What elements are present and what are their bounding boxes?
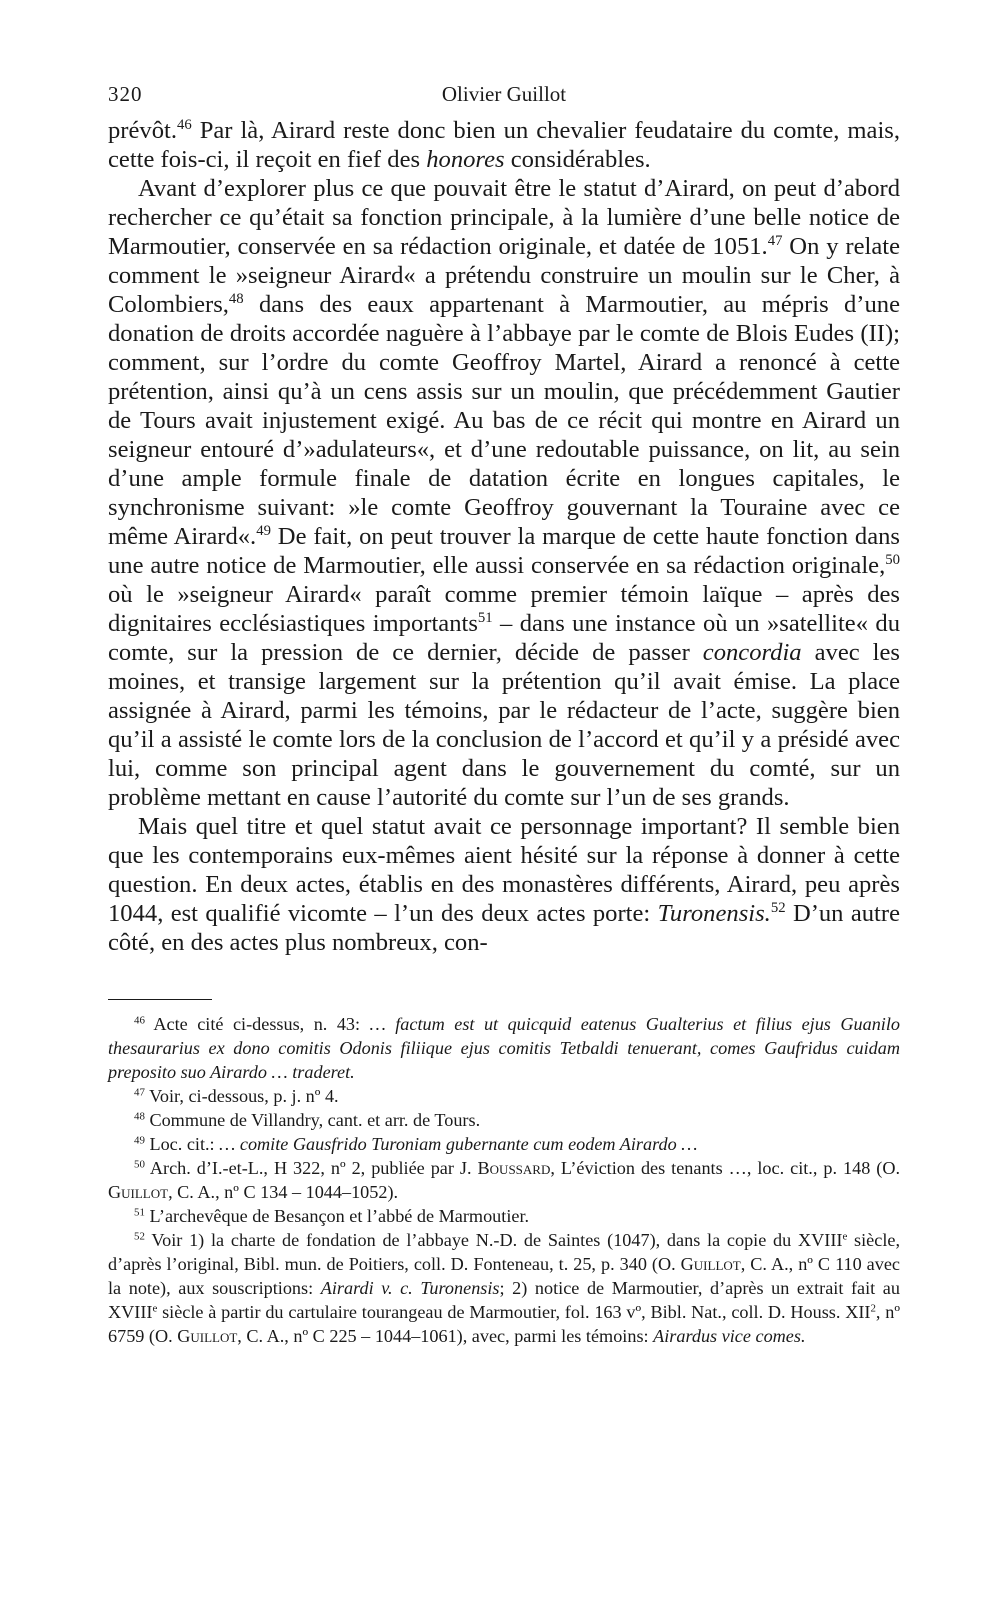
superscript: e (842, 1230, 848, 1243)
running-head (108, 82, 900, 116)
text-run: siècle à partir du cartulaire tourangeau de Marmoutier, fol. 163 vº, Bibl. Nat., coll. D. Houss. XII (157, 1302, 871, 1322)
footnote-ref-48: 48 (228, 291, 244, 308)
footnotes (108, 1012, 900, 1348)
footnote-ref-49: 49 (256, 523, 271, 540)
footnote-ref-46: 46 (176, 117, 192, 134)
text-run: Par là, Airard reste donc bien un chevalier feudataire du comte, mais, cette fois-ci, il reçoit en fief des (108, 117, 900, 173)
footnote-number: 48 (134, 1110, 145, 1123)
text-run: Mais quel titre et quel statut avait ce personnage important? Il semble bien que les contemporains eux-mêmes aient hésité sur la réponse à donner à cette question. En deux actes, établis en des monastères différents, Airard, peu après 1044, est qualifié vicomte – l’un des deux actes porte: (108, 813, 900, 927)
text-run: On y relate comment le »seigneur Airard« a prétendu construire un moulin sur le Cher, à Colombiers, (108, 233, 900, 318)
text-run: dans des eaux appartenant à Marmoutier, au mépris d’une donation de droits accordée naguère à l’abbaye par le comte de Blois Eudes (II); comment, sur l’ordre du comte Geoffroy Martel, Airard a renoncé à cette prétention, ainsi qu’à un cens assis sur un moulin, que précédemment Gautier de Tours avait injustement exigé. Au bas de ce récit qui montre en Airard un seigneur entouré d’»adulateurs«, et d’une redoutable puissance, on lit, au sein d’une ample formule finale de datation écrite en longues capitales, le synchronisme suivant: »le comte Geoffroy gouvernant la Touraine avec ce même Airard«. (108, 291, 900, 550)
author-name: Guillot (680, 1254, 741, 1274)
footnote-ref-50: 50 (885, 552, 900, 569)
italic-term: Turonensis. (657, 900, 771, 927)
text-run: Loc. cit.: (144, 1134, 220, 1154)
page-number: 320 (108, 82, 143, 106)
footnote-51 (108, 1204, 900, 1228)
text-run: , C. A., nº C 110 avec la note), aux souscriptions: (108, 1254, 900, 1298)
italic-quote: … comite Gausfrido Turoniam gubernante cum eodem Airardo … (219, 1134, 698, 1154)
text-run: D’un autre côté, en des actes plus nombreux, con- (108, 900, 900, 956)
italic-quote: Airardus vice comes. (653, 1326, 806, 1346)
text-run: , nº 6759 (O. (108, 1302, 900, 1346)
footnote-47 (108, 1084, 900, 1108)
superscript: e (152, 1302, 158, 1315)
footnote-49 (108, 1132, 900, 1156)
italic-term: concordia (702, 639, 802, 666)
body-paragraph-1 (108, 116, 900, 174)
footnote-48 (108, 1108, 900, 1132)
text-run: considérables. (504, 146, 651, 173)
footnote-number: 52 (134, 1230, 145, 1243)
footnote-46 (108, 1012, 900, 1084)
text-run: Avant d’explorer plus ce que pouvait être le statut d’Airard, on peut d’abord rechercher ce qu’était sa fonction principale, à la lumière d’une belle notice de Marmoutier, conservée en sa rédaction originale, et datée de 1051. (108, 175, 900, 260)
footnote-ref-51: 51 (477, 610, 493, 627)
body-paragraph-3 (108, 812, 900, 957)
footnote-ref-52: 52 (770, 900, 786, 917)
body-paragraph-2 (108, 174, 900, 812)
text-run: L’archevêque de Besançon et l’abbé de Marmoutier. (144, 1206, 530, 1226)
italic-quote: Airardi v. c. Turonensis (320, 1278, 500, 1298)
footnote-number: 47 (134, 1086, 145, 1099)
author-name: Guillot (177, 1326, 238, 1346)
text-run: De fait, on peut trouver la marque de cette haute fonction dans une autre notice de Marmoutier, elle aussi conservée en sa rédaction originale, (108, 523, 900, 579)
author-name: Guillot (108, 1182, 169, 1202)
text-run: Voir 1) la charte de fondation de l’abbaye N.-D. de Saintes (1047), dans la copie du XVIII (144, 1230, 843, 1250)
footnote-ref-47: 47 (767, 233, 783, 250)
text-run: Arch. d’I.-et-L., H 322, nº 2, publiée par J. (144, 1158, 478, 1178)
footnote-52 (108, 1228, 900, 1348)
page (108, 82, 900, 1348)
body-text (108, 116, 900, 957)
text-run: Voir, ci-dessous, p. j. nº 4. (144, 1086, 339, 1106)
footnote-number: 49 (134, 1134, 145, 1147)
footnote-separator (108, 999, 212, 1000)
italic-term: honores (426, 146, 505, 173)
text-run: Commune de Villandry, cant. et arr. de Tours. (144, 1110, 481, 1130)
text-run: , C. A., nº C 134 – 1044–1052). (168, 1182, 399, 1202)
text-run: Acte cité ci-dessus, n. 43: (144, 1014, 370, 1034)
footnote-number: 50 (134, 1158, 145, 1171)
text-run: où le »seigneur Airard« paraît comme premier témoin laïque – après des dignitaires ecclésiastiques importants (108, 581, 900, 637)
text-run: , L’éviction des tenants …, loc. cit., p. 148 (O. (550, 1158, 901, 1178)
text-run: avec les moines, et transige largement sur la prétention qu’il avait émise. La place assignée à Airard, parmi les témoins, par le rédacteur de l’acte, suggère bien qu’il a assisté le comte lors de la conclusion de l’accord et qu’il y a présidé avec lui, comme son principal agent dans le gouvernement du comté, sur un problème mettant en cause l’autorité du comte sur l’un de ses grands. (108, 639, 900, 811)
running-title: Olivier Guillot (441, 82, 567, 106)
text-run: ; 2) notice de Marmoutier, d’après un extrait fait au XVIII (108, 1278, 900, 1322)
footnote-number: 51 (134, 1206, 145, 1219)
text-run: , C. A., nº C 225 – 1044–1061), avec, parmi les témoins: (237, 1326, 654, 1346)
italic-quote: … factum est ut quicquid eatenus Gualterius et filius ejus Guanilo thesaurarius ex dono comitis Odonis filiique ejus comitis Tetbaldi tenuerant, comes Gaufridus cuidam preposito suo Airardo … traderet. (108, 1014, 901, 1082)
text-run: prévôt. (108, 117, 177, 144)
superscript: 2 (870, 1302, 876, 1315)
author-name: Boussard (477, 1158, 551, 1178)
text-run: siècle, d’après l’original, Bibl. mun. de Poitiers, coll. D. Fonteneau, t. 25, p. 340 (O. (108, 1230, 901, 1274)
text-run: – dans une instance où un »satellite« du comte, sur la pression de ce dernier, décide de passer (108, 610, 900, 666)
footnote-number: 46 (134, 1014, 145, 1027)
footnote-50 (108, 1156, 900, 1204)
